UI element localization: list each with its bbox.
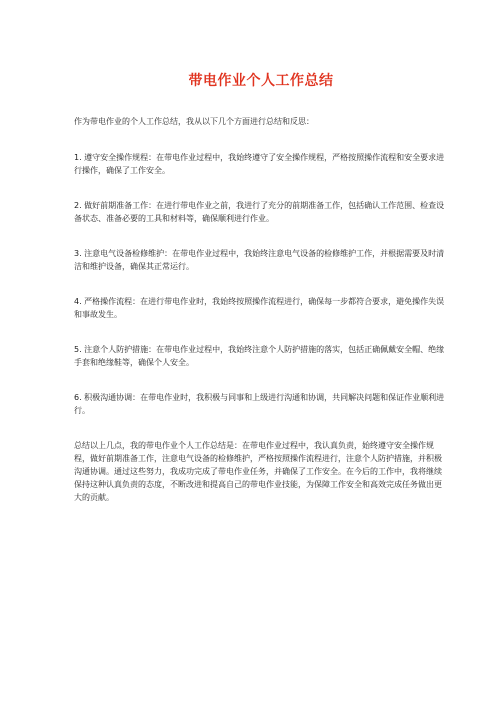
summary-paragraph: 总结以上几点，我的带电作业个人工作总结是：在带电作业过程中，我认真负责，始终遵守安全操作规程，做好前期准备工作，注意电气设备的检修维护，严格按照操作流程进行，注意个人防护措施，并积极沟通协调。通过这些努力，我成功完成了带电作业任务，并确保了工作安全。在今后的工作中，我将继续保持这种认真负责的态度，不断改进和提高自己的带电作业技能，为保障工作安全和高效完成任务做出更大的贡献。 <box>74 441 442 502</box>
document-title: 带电作业个人工作总结 <box>188 73 334 89</box>
section-paragraph-4: 4. 严格操作流程：在进行带电作业时，我始终按照操作流程进行，确保每一步都符合要求，避免操作失误和事故发生。 <box>74 297 445 319</box>
section-paragraph-5: 5. 注意个人防护措施：在带电作业过程中，我始终注意个人防护措施的落实，包括正确佩戴安全帽、绝缘手套和绝缘鞋等，确保个人安全。 <box>74 345 445 367</box>
section-paragraph-2: 2. 做好前期准备工作：在进行带电作业之前，我进行了充分的前期准备工作，包括确认工作范围、检查设备状态、准备必要的工具和材料等，确保顺利进行作业。 <box>74 201 445 223</box>
section-paragraph-1: 1. 遵守安全操作规程：在带电作业过程中，我始终遵守了安全操作规程，严格按照操作流程和安全要求进行操作，确保了工作安全。 <box>74 153 445 175</box>
intro-paragraph: 作为带电作业的个人工作总结，我从以下几个方面进行总结和反思： <box>74 117 314 126</box>
section-paragraph-3: 3. 注意电气设备检修维护：在带电作业过程中，我始终注意电气设备的检修维护工作，并根据需要及时清洁和维护设备，确保其正常运行。 <box>74 249 445 271</box>
section-paragraph-6: 6. 积极沟通协调：在带电作业时，我积极与同事和上级进行沟通和协调，共同解决问题和保证作业顺利进行。 <box>74 393 445 415</box>
